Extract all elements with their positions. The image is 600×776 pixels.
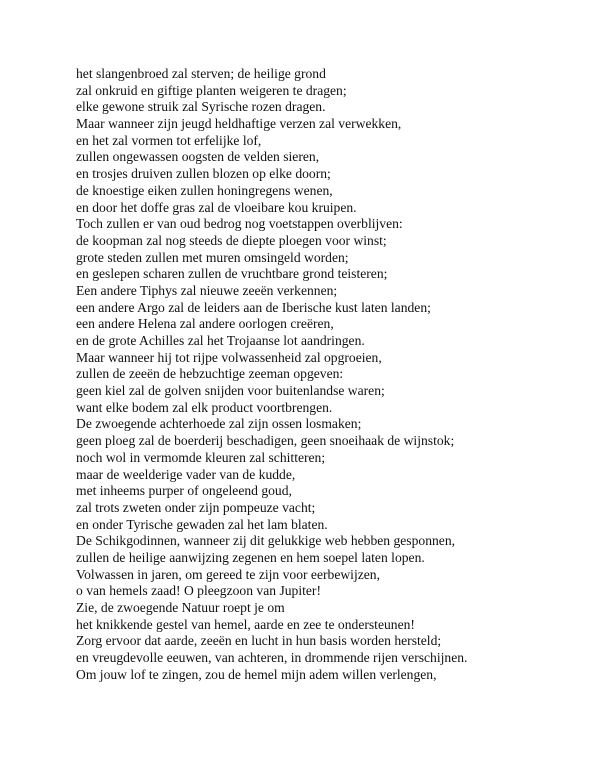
poem-line: en geslepen scharen zullen de vruchtbare grond teisteren; <box>76 266 388 282</box>
poem-line: Een andere Tiphys zal nieuwe zeeën verkennen; <box>76 282 338 298</box>
poem-line: de koopman zal nog steeds de diepte ploegen voor winst; <box>76 232 387 248</box>
poem-line: Volwassen in jaren, om gereed te zijn voor eerbewijzen, <box>76 566 380 582</box>
poem-line: Zorg ervoor dat aarde, zeeën en lucht in hun basis worden hersteld; <box>76 633 442 649</box>
poem-line: Maar wanneer hij tot rijpe volwassenheid zal opgroeien, <box>76 349 382 365</box>
poem-line: Zie, de zwoegende Natuur roept je om <box>76 600 285 615</box>
poem-line: want elke bodem zal elk product voortbrengen. <box>76 399 333 415</box>
poem-line: geen kiel zal de golven snijden voor buitenlandse waren; <box>76 383 385 399</box>
poem-line: maar de weelderige vader van de kudde, <box>76 466 296 482</box>
poem-line: zullen de zeeën de hebzuchtige zeeman opgeven: <box>76 366 344 382</box>
poem-line: en trosjes druiven zullen blozen op elke doorn; <box>76 166 331 182</box>
poem-line: o van hemels zaad! O pleegzoon van Jupiter! <box>76 583 321 599</box>
poem-line: geen ploeg zal de boerderij beschadigen, geen snoeihaak de wijnstok; <box>76 433 455 449</box>
poem-line: een andere Helena zal andere oorlogen creëren, <box>76 316 334 332</box>
poem-line: het slangenbroed zal sterven; de heilige grond <box>76 66 326 81</box>
poem-line: en vreugdevolle eeuwen, van achteren, in drommende rijen verschijnen. <box>76 650 468 666</box>
poem-line: zal trots zweten onder zijn pompeuze vacht; <box>76 499 316 515</box>
poem-line: Om jouw lof te zingen, zou de hemel mijn adem willen verlengen, <box>76 666 437 682</box>
poem-line: zal onkruid en giftige planten weigeren te dragen; <box>76 82 347 98</box>
poem-line: zullen ongewassen oogsten de velden sieren, <box>76 149 320 165</box>
poem-line: de knoestige eiken zullen honingregens wenen, <box>76 182 333 198</box>
poem-line: De Schikgodinnen, wanneer zij dit gelukkige web hebben gesponnen, <box>76 533 456 549</box>
poem-line: een andere Argo zal de leiders aan de Iberische kust laten landen; <box>76 299 431 315</box>
poem-line: en onder Tyrische gewaden zal het lam blaten. <box>76 516 328 532</box>
poem-line: en de grote Achilles zal het Trojaanse lot aandringen. <box>76 333 365 348</box>
poem-line: Toch zullen er van oud bedrog nog voetstappen overblijven: <box>76 216 403 232</box>
poem-line: zullen de heilige aanwijzing zegenen en hem soepel laten lopen. <box>76 549 425 565</box>
poem-line: elke gewone struik zal Syrische rozen dragen. <box>76 99 326 115</box>
poem-line: noch wol in vermomde kleuren zal schitteren; <box>76 449 326 465</box>
poem-line: en het zal vormen tot erfelijke lof, <box>76 132 262 148</box>
poem-line: en door het doffe gras zal de vloeibare kou kruipen. <box>76 199 357 215</box>
poem-line: met inheems purper of ongeleend goud, <box>76 483 292 499</box>
poem-line: Maar wanneer zijn jeugd heldhaftige verzen zal verwekken, <box>76 116 402 132</box>
poem-line: grote steden zullen met muren omsingeld worden; <box>76 249 349 265</box>
poem-line: De zwoegende achterhoede zal zijn ossen losmaken; <box>76 416 362 432</box>
poem-text <box>76 66 467 683</box>
poem-line: het knikkende gestel van hemel, aarde en zee te ondersteunen! <box>76 616 415 632</box>
